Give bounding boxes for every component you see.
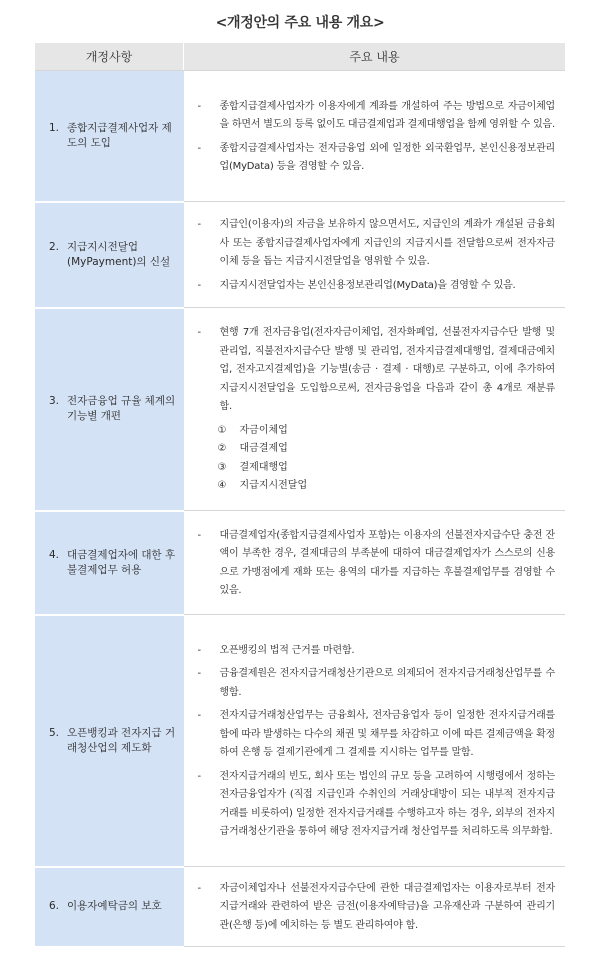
amendment-item-cell <box>35 615 184 867</box>
header-amendment-item: 개정사항 <box>35 43 184 71</box>
item-label: 대금결제업자에 대한 후불결제업무 허용 <box>67 548 176 576</box>
bullet-dash: - <box>197 219 201 230</box>
list-item-text: 지급지시전달업 <box>239 480 308 492</box>
content-bullet <box>196 707 556 763</box>
main-content-cell <box>184 71 566 202</box>
bullet-text: 지급인(이용자)의 자금을 보유하지 않으면서도, 지급인의 계좌가 개설된 금융회사 또는 종합지급결제사업자에게 지급인의 지급지시를 전달함으로써 전자자금이체 등을 돕는 지급지시전달업을 영위할 수 있음. <box>219 219 555 267</box>
table-row <box>35 615 565 867</box>
bullet-text: 자금이체업자나 선불전자지급수단에 관한 대금결제업자는 이용자로부터 전자지급거래와 관련하여 받은 금전(이용자예탁금)을 고유재산과 구분하여 관리기관(은행 등)에 예치하는 등 별도 관리하여야 함. <box>219 882 555 931</box>
list-item-text: 자금이체업 <box>239 424 288 436</box>
content-bullet <box>196 527 556 601</box>
item-number: 4. <box>49 548 60 561</box>
main-content-cell <box>184 308 566 511</box>
content-bullet <box>196 642 556 661</box>
table-row <box>35 511 565 615</box>
item-label: 종합지급결제사업자 제도의 도입 <box>67 121 172 149</box>
amendment-item <box>49 548 178 578</box>
amendment-item-cell <box>35 511 184 615</box>
list-item <box>218 459 556 478</box>
bullet-text: 종합지급결제사업자는 전자금융업 외에 일정한 외국환업무, 본인신용정보관리업(MyData) 등을 겸영할 수 있음. <box>219 142 555 172</box>
content-bullet <box>196 98 556 135</box>
circled-number: ④ <box>217 480 227 492</box>
bullet-text: 현행 7개 전자금융업(전자자금이체업, 전자화폐업, 선불전자지급수단 발행 및 관리업, 직불전자지급수단 발행 및 관리업, 전자지급결제대행업, 결제대금예치업, 전자고지결제업)을 기능별(송금 · 결제 · 대행)로 구분하고, 이에 추가하여 지급지시전달업을 도입함으로써, 전자금융업을 다음과 같이 총 4개로 재분류함. <box>219 327 556 413</box>
bullet-dash: - <box>197 668 201 679</box>
bullet-text: 전자지급거래청산업무는 금융회사, 전자금융업자 등이 일정한 전자지급거래를 함에 따라 발생하는 다수의 채권 및 채무를 차감하고 이에 따른 결제금액을 확정하여 은행 등 결제기관에게 그 결제를 지시하는 업무를 말함. <box>219 710 555 758</box>
business-type-list <box>218 422 556 496</box>
table-body <box>35 71 565 947</box>
content-bullet <box>196 665 556 702</box>
content-bullet <box>196 216 556 272</box>
main-content-cell <box>184 511 566 615</box>
table-row <box>35 202 565 308</box>
main-content-cell <box>184 615 566 867</box>
bullet-text: 지급지시전달업자는 본인신용정보관리업(MyData)을 겸영할 수 있음. <box>219 279 516 291</box>
summary-table <box>35 43 565 948</box>
item-number: 5. <box>49 726 60 739</box>
list-item <box>218 440 556 459</box>
content-bullet <box>196 277 556 296</box>
item-label: 지급지시전달업 (MyPayment)의 신설 <box>67 240 171 268</box>
document-title: <개정안의 주요 내용 개요> <box>215 15 385 31</box>
content-bullet <box>196 140 556 177</box>
table-row <box>35 308 565 511</box>
table-row <box>35 71 565 202</box>
list-item <box>218 422 556 441</box>
bullet-dash: - <box>197 644 201 656</box>
list-item <box>218 477 556 496</box>
bullet-dash: - <box>197 770 201 782</box>
main-content-cell <box>184 202 566 308</box>
amendment-item <box>49 240 178 270</box>
bullet-dash: - <box>197 529 201 541</box>
item-number: 3. <box>49 395 60 407</box>
item-number: 6. <box>49 900 60 912</box>
bullet-text: 오픈뱅킹의 법적 근거를 마련함. <box>219 644 355 656</box>
bullet-dash: - <box>197 142 201 154</box>
item-label: 오픈뱅킹과 전자지급 거래청산업의 제도화 <box>67 726 176 754</box>
item-label: 전자금융업 규율 체계의 기능별 개편 <box>67 395 176 422</box>
amendment-item <box>49 899 178 914</box>
list-item-text: 대금결제업 <box>239 443 288 455</box>
table-row <box>35 867 565 947</box>
bullet-text: 대금결제업자(종합지급결제사업자 포함)는 이용자의 선불전자지급수단 충전 잔액이 부족한 경우, 결제대금의 부족분에 대하여 대금결제업자가 스스로의 신용으로 가맹점에게 재화 또는 용역의 대가를 지급하는 후불결제업무를 겸영할 수 있음. <box>219 529 555 596</box>
content-bullet <box>196 880 556 936</box>
content-bullet <box>196 768 556 842</box>
amendment-item-cell <box>35 867 184 947</box>
bullet-text: 전자지급거래의 빈도, 회사 또는 법인의 규모 등을 고려하여 시행령에서 정하는 전자금융업자가 (직접 지급인과 수취인의 거래상대방이 되는 내부적 전자지급거래를 비롯하여) 일정한 전자지급거래를 수행하고자 하는 경우, 외부의 전자지급거래청산기관을 통하여 해당 전자지급거래 청산업무를 처리하도록 의무화함. <box>219 770 555 837</box>
amendment-item <box>49 394 178 424</box>
content-bullet <box>196 324 556 417</box>
amendment-item <box>49 121 178 151</box>
bullet-dash: - <box>197 327 201 339</box>
main-content-cell <box>184 867 566 947</box>
header-main-content: 주요 내용 <box>184 43 566 71</box>
bullet-text: 금융결제원은 전자지급거래청산기관으로 의제되어 전자지급거래청산업무를 수행함. <box>219 668 555 698</box>
circled-number: ③ <box>217 461 227 473</box>
item-label: 이용자예탁금의 보호 <box>67 900 162 912</box>
list-item-text: 결제대행업 <box>239 461 288 473</box>
bullet-dash: - <box>197 882 201 894</box>
bullet-dash: - <box>197 279 201 291</box>
item-number: 1. <box>49 121 60 134</box>
amendment-item <box>49 726 178 756</box>
table-header-row <box>35 43 565 71</box>
item-number: 2. <box>49 240 60 253</box>
amendment-item-cell <box>35 308 184 511</box>
bullet-dash: - <box>197 710 201 721</box>
circled-number: ② <box>217 443 227 455</box>
amendment-item-cell <box>35 202 184 308</box>
bullet-dash: - <box>197 100 201 112</box>
circled-number: ① <box>217 424 227 436</box>
bullet-text: 종합지급결제사업자가 이용자에게 계좌를 개설하여 주는 방법으로 자금이체업을 하면서 별도의 등록 없이도 대금결제업과 결제대행업을 함께 영위할 수 있음. <box>219 100 555 130</box>
amendment-item-cell <box>35 71 184 202</box>
